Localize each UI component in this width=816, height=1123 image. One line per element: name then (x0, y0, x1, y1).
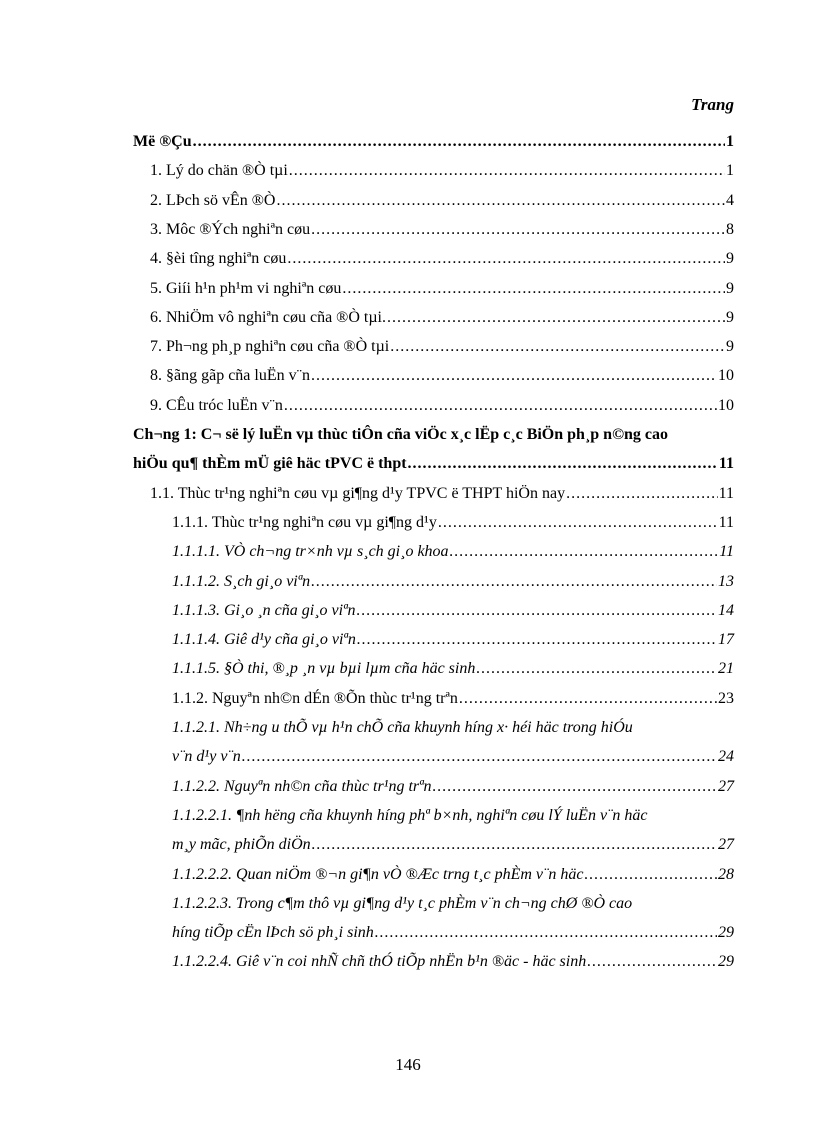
toc-entry-title: 5. Giíi h¹n ph¹m vi nghiªn cøu (150, 279, 342, 297)
toc-entry-page: 11 (718, 455, 734, 473)
dot-leader (566, 484, 718, 504)
toc-entry-title: 3. Môc ®Ých nghiªn cøu (150, 220, 311, 238)
toc-entry-page: 11 (719, 543, 734, 561)
toc-entry (172, 542, 734, 562)
toc-entry-page: 10 (718, 396, 734, 414)
toc-entry-page: 9 (726, 279, 734, 297)
toc-entry-page: 11 (718, 484, 734, 502)
toc-entry-title: Ch¬ng 1: C¬ së lý luËn vµ thùc tiÔn cña viÖc x¸c lËp c¸c BiÖn ph¸p n©ng cao (133, 426, 669, 443)
toc-entry (150, 161, 734, 181)
toc-entry (172, 806, 734, 826)
toc-entry (172, 747, 734, 767)
toc-entry (133, 454, 734, 474)
dot-leader (387, 308, 725, 328)
toc-entry-title: 1.1.1.5. §Ò thi, ®¸p ¸n vµ bµi lµm cña häc sinh (172, 660, 476, 678)
toc-entry (150, 279, 734, 299)
toc-entry (172, 865, 734, 885)
toc-entry-title: 1.1.1.3. Gi¸o ¸n cña gi¸o viªn (172, 601, 356, 619)
toc-entry-title: Më ®Çu (133, 133, 192, 150)
toc-entry (150, 249, 734, 269)
toc-entry (172, 835, 734, 855)
toc-entry-title: 7. Ph¬ng ph¸p nghiªn cøu cña ®Ò tµi (150, 338, 390, 356)
toc-entry (150, 484, 734, 504)
toc-entry (172, 777, 734, 797)
toc-entry-title: 1.1.2.2.1. ¶nh hëng cña khuynh híng phª b×nh, nghiªn cøu lÝ luËn v¨n häc (172, 806, 648, 824)
toc-entry-page: 17 (718, 631, 734, 649)
dot-leader (584, 865, 717, 885)
toc-entry (172, 513, 734, 533)
dot-leader (459, 689, 717, 709)
toc-entry-title: 1. Lý do chän ®Ò tµi (150, 162, 288, 180)
toc-entry-page: 1 (726, 133, 734, 150)
dot-leader (390, 337, 725, 357)
toc-entry-page: 13 (718, 572, 734, 590)
toc-entry-page: 29 (718, 953, 734, 971)
toc-entry-page: 29 (718, 924, 734, 942)
dot-leader (289, 161, 725, 181)
page-column-header: Trang (691, 95, 734, 114)
dot-leader (476, 659, 717, 679)
toc-entry-page: 24 (718, 748, 734, 766)
toc-entry-title: 1.1.2.1. Nh÷ng u thÕ vµ h¹n chÕ cña khuynh híng x· héi häc trong hiÓu (172, 719, 633, 736)
toc-entry-title: 1.1.1. Thùc tr¹ng nghiªn cøu vµ gi¶ng d¹y (172, 513, 437, 531)
dot-leader (438, 513, 718, 533)
toc-entry-title: 2. LÞch sö vÊn ®Ò (150, 191, 276, 209)
toc-entry-page: 9 (726, 250, 734, 268)
toc-entry (172, 659, 734, 679)
toc-entry-page: 1 (726, 162, 734, 180)
toc-entry (150, 366, 734, 386)
toc-entry-title: 1.1.2.2.2. Quan niÖm ®¬n gi¶n vÒ ®Æc trng t¸c phÈm v¨n häc (172, 865, 584, 883)
dot-leader (311, 572, 717, 592)
toc-entry-page: 28 (718, 865, 734, 883)
toc-entry (172, 718, 734, 738)
toc-entry-page: 23 (718, 689, 734, 707)
dot-leader (375, 923, 717, 943)
toc-entry-title: 1.1.1.1. VÒ ch¬ng tr×nh vµ s¸ch gi¸o khoa (172, 543, 449, 561)
toc-entry (172, 952, 734, 972)
toc-entry-title: hiÖu qu¶ thÈm mÜ giê häc tPVC ë thpt (133, 455, 407, 473)
toc-entry (172, 894, 734, 914)
toc-entry-title: 1.1.2. Nguyªn nh©n dÉn ®Õn thùc tr¹ng trªn (172, 689, 458, 707)
toc-entry (150, 337, 734, 357)
toc-entry (150, 308, 734, 328)
dot-leader (193, 132, 725, 152)
toc-entry (133, 132, 734, 152)
toc-entry-title: 6. NhiÖm vô nghiªn cøu cña ®Ò tµi. (150, 308, 386, 326)
toc-entry-page: 9 (726, 308, 734, 326)
toc-entry-title: híng tiÕp cËn lÞch sö ph¸i sinh (172, 924, 374, 942)
toc-entry-title: 1.1.2.2.3. Trong c¶m thô vµ gi¶ng d¹y t¸c phÈm v¨n ch¬ng chØ ®Ò cao (172, 894, 633, 912)
dot-leader (284, 396, 717, 416)
dot-leader (311, 220, 725, 240)
toc-entry-page: 14 (718, 601, 734, 619)
dot-leader (408, 454, 718, 474)
page-number: 146 (395, 1055, 421, 1074)
toc-entry-title: v¨n d¹y v¨n (172, 748, 241, 766)
toc-entry-title: 1.1.1.4. Giê d¹y cña gi¸o viªn (172, 631, 356, 649)
toc-entry (150, 396, 734, 416)
dot-leader (587, 952, 717, 972)
dot-leader (357, 601, 718, 621)
toc-entry-page: 11 (718, 513, 734, 531)
toc-entry (150, 191, 734, 211)
dot-leader (287, 249, 725, 269)
toc-entry-page: 10 (718, 367, 734, 385)
dot-leader (357, 630, 717, 650)
dot-leader (433, 777, 717, 797)
toc-entry (172, 689, 734, 709)
toc-entry-title: 1.1.2.2.4. Giê v¨n coi nhÑ chñ thÓ tiÕp nhËn b¹n ®äc - häc sinh (172, 953, 587, 971)
toc-entry (172, 923, 734, 943)
dot-leader (450, 542, 719, 562)
toc-entry-page: 8 (726, 220, 734, 238)
toc-entry-title: 9. CÊu tróc luËn v¨n (150, 396, 283, 414)
toc-entry-title: 1.1.1.2. S¸ch gi¸o viªn (172, 572, 311, 590)
toc-entry-title: 8. §ãng gãp cña luËn v¨n (150, 367, 310, 385)
toc-entry (172, 630, 734, 650)
dot-leader (242, 747, 717, 767)
toc-entry-page: 4 (726, 191, 734, 209)
dot-leader (276, 191, 725, 211)
dot-leader (312, 835, 717, 855)
toc-entry (172, 601, 734, 621)
dot-leader (342, 279, 725, 299)
toc-entry (172, 572, 734, 592)
dot-leader (311, 366, 717, 386)
toc-entry-page: 21 (718, 660, 734, 678)
toc-entry-page: 27 (718, 777, 734, 795)
toc-entry (133, 425, 734, 445)
toc-entry-page: 9 (726, 338, 734, 356)
toc-entry (150, 220, 734, 240)
toc-entry-title: 1.1. Thùc tr¹ng nghiªn cøu vµ gi¶ng d¹y TPVC ë THPT hiÖn nay (150, 484, 566, 502)
toc-entry-title: 4. §èi tîng nghiªn cøu (150, 250, 287, 268)
toc-entry-title: m¸y mãc, phiÕn diÖn (172, 836, 311, 854)
toc-entry-title: 1.1.2.2. Nguyªn nh©n cña thùc tr¹ng trªn (172, 777, 432, 795)
toc-entry-page: 27 (718, 836, 734, 854)
